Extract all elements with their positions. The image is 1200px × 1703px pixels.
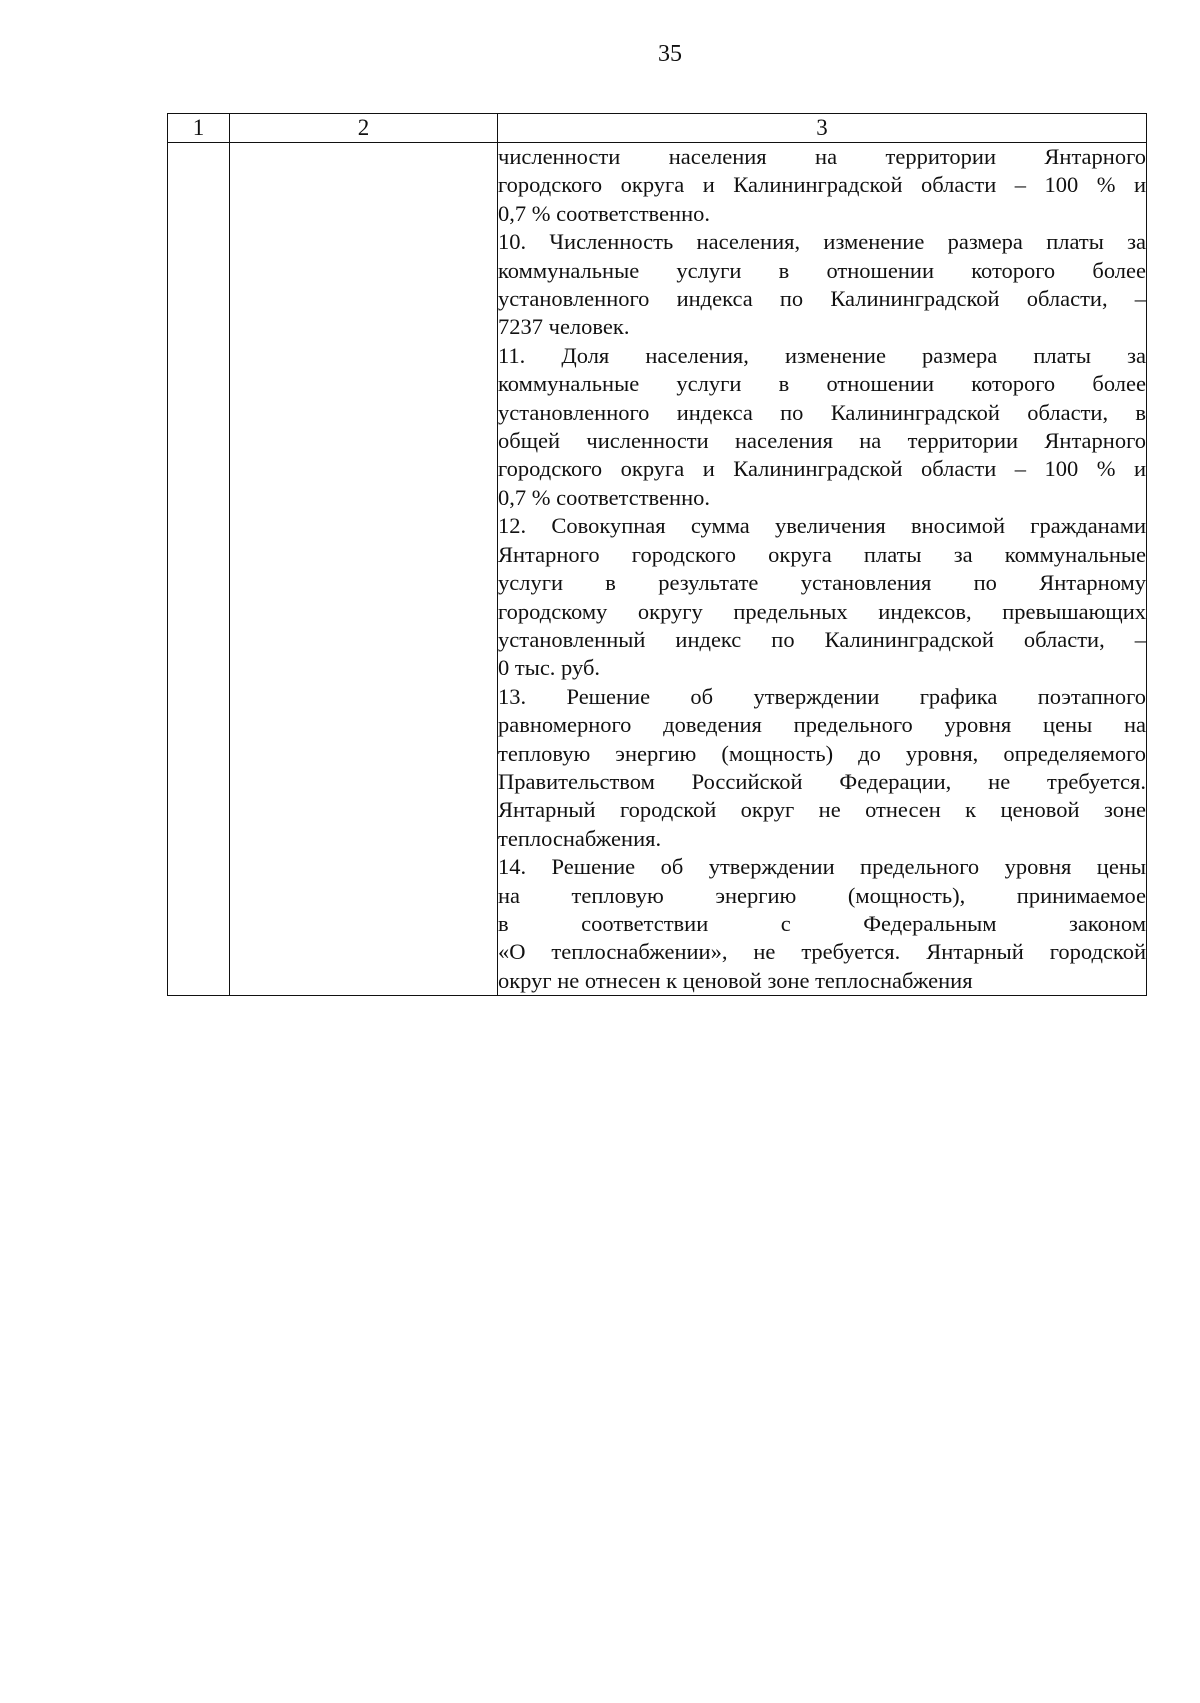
- page-number: 35: [658, 41, 682, 67]
- paragraph-line: в соответствии с Федеральным законом: [498, 910, 1146, 936]
- paragraph-line: 14. Решение об утверждении предельного уровня цены: [498, 854, 1146, 880]
- paragraph-line: коммунальные услуги в отношении которого более: [498, 257, 1146, 283]
- paragraph-line: Правительством Российской Федерации, не требуется.: [498, 768, 1146, 794]
- paragraph: [498, 342, 1146, 512]
- paragraph-line: численности населения на территории Янтарного: [498, 144, 1146, 169]
- paragraph-line: городскому округу предельных индексов, превышающих: [498, 598, 1146, 624]
- paragraph-line: 12. Совокупная сумма увеличения вносимой гражданами: [498, 513, 1146, 539]
- paragraph-line: Янтарный городской округ не отнесен к ценовой зоне: [498, 797, 1146, 823]
- table-row: [168, 143, 1147, 996]
- column-3-cell: [498, 143, 1147, 996]
- column-header-2: 2: [230, 114, 498, 143]
- paragraph-line: городского округа и Калининградской области – 100 % и: [498, 456, 1146, 482]
- paragraph-line: установленный индекс по Калининградской области, –: [498, 626, 1146, 652]
- paragraph-line: 0 тыс. руб.: [498, 655, 601, 681]
- paragraph: [498, 143, 1146, 228]
- paragraph-line: 0,7 % соответственно.: [498, 484, 710, 510]
- column-header-3: 3: [498, 114, 1147, 143]
- paragraph-line: тепловую энергию (мощность) до уровня, определяемого: [498, 740, 1146, 766]
- paragraph-line: на тепловую энергию (мощность), принимаемое: [498, 882, 1146, 908]
- table-header-row: [168, 114, 1147, 143]
- paragraph-line: округ не отнесен к ценовой зоне теплоснабжения: [498, 967, 973, 993]
- paragraph-line: 13. Решение об утверждении графика поэтапного: [498, 683, 1146, 709]
- paragraph-line: 11. Доля населения, изменение размера платы за: [498, 342, 1146, 368]
- column-header-1: 1: [168, 114, 230, 143]
- paragraph: [498, 228, 1146, 342]
- column-2-cell: [230, 143, 498, 996]
- paragraph: [498, 512, 1146, 682]
- paragraph-line: «О теплоснабжении», не требуется. Янтарный городской: [498, 939, 1146, 965]
- paragraph: [498, 683, 1146, 853]
- paragraph-line: 10. Численность населения, изменение размера платы за: [498, 229, 1146, 255]
- paragraph-line: установленного индекса по Калининградской области, в: [498, 399, 1146, 425]
- document-table: [167, 113, 1147, 996]
- paragraph-line: 0,7 % соответственно.: [498, 200, 710, 226]
- paragraph-line: общей численности населения на территории Янтарного: [498, 428, 1146, 454]
- paragraph: [498, 853, 1146, 995]
- paragraph-line: теплоснабжения.: [498, 825, 662, 851]
- paragraph-line: равномерного доведения предельного уровня цены на: [498, 712, 1146, 738]
- paragraph-line: 7237 человек.: [498, 314, 630, 340]
- column-1-cell: [168, 143, 230, 996]
- paragraph-line: коммунальные услуги в отношении которого более: [498, 371, 1146, 397]
- paragraph-line: Янтарного городского округа платы за коммунальные: [498, 541, 1146, 567]
- paragraph-line: установленного индекса по Калининградской области, –: [498, 286, 1146, 312]
- paragraph-line: городского округа и Калининградской области – 100 % и: [498, 172, 1146, 198]
- paragraph-line: услуги в результате установления по Янтарному: [498, 570, 1146, 596]
